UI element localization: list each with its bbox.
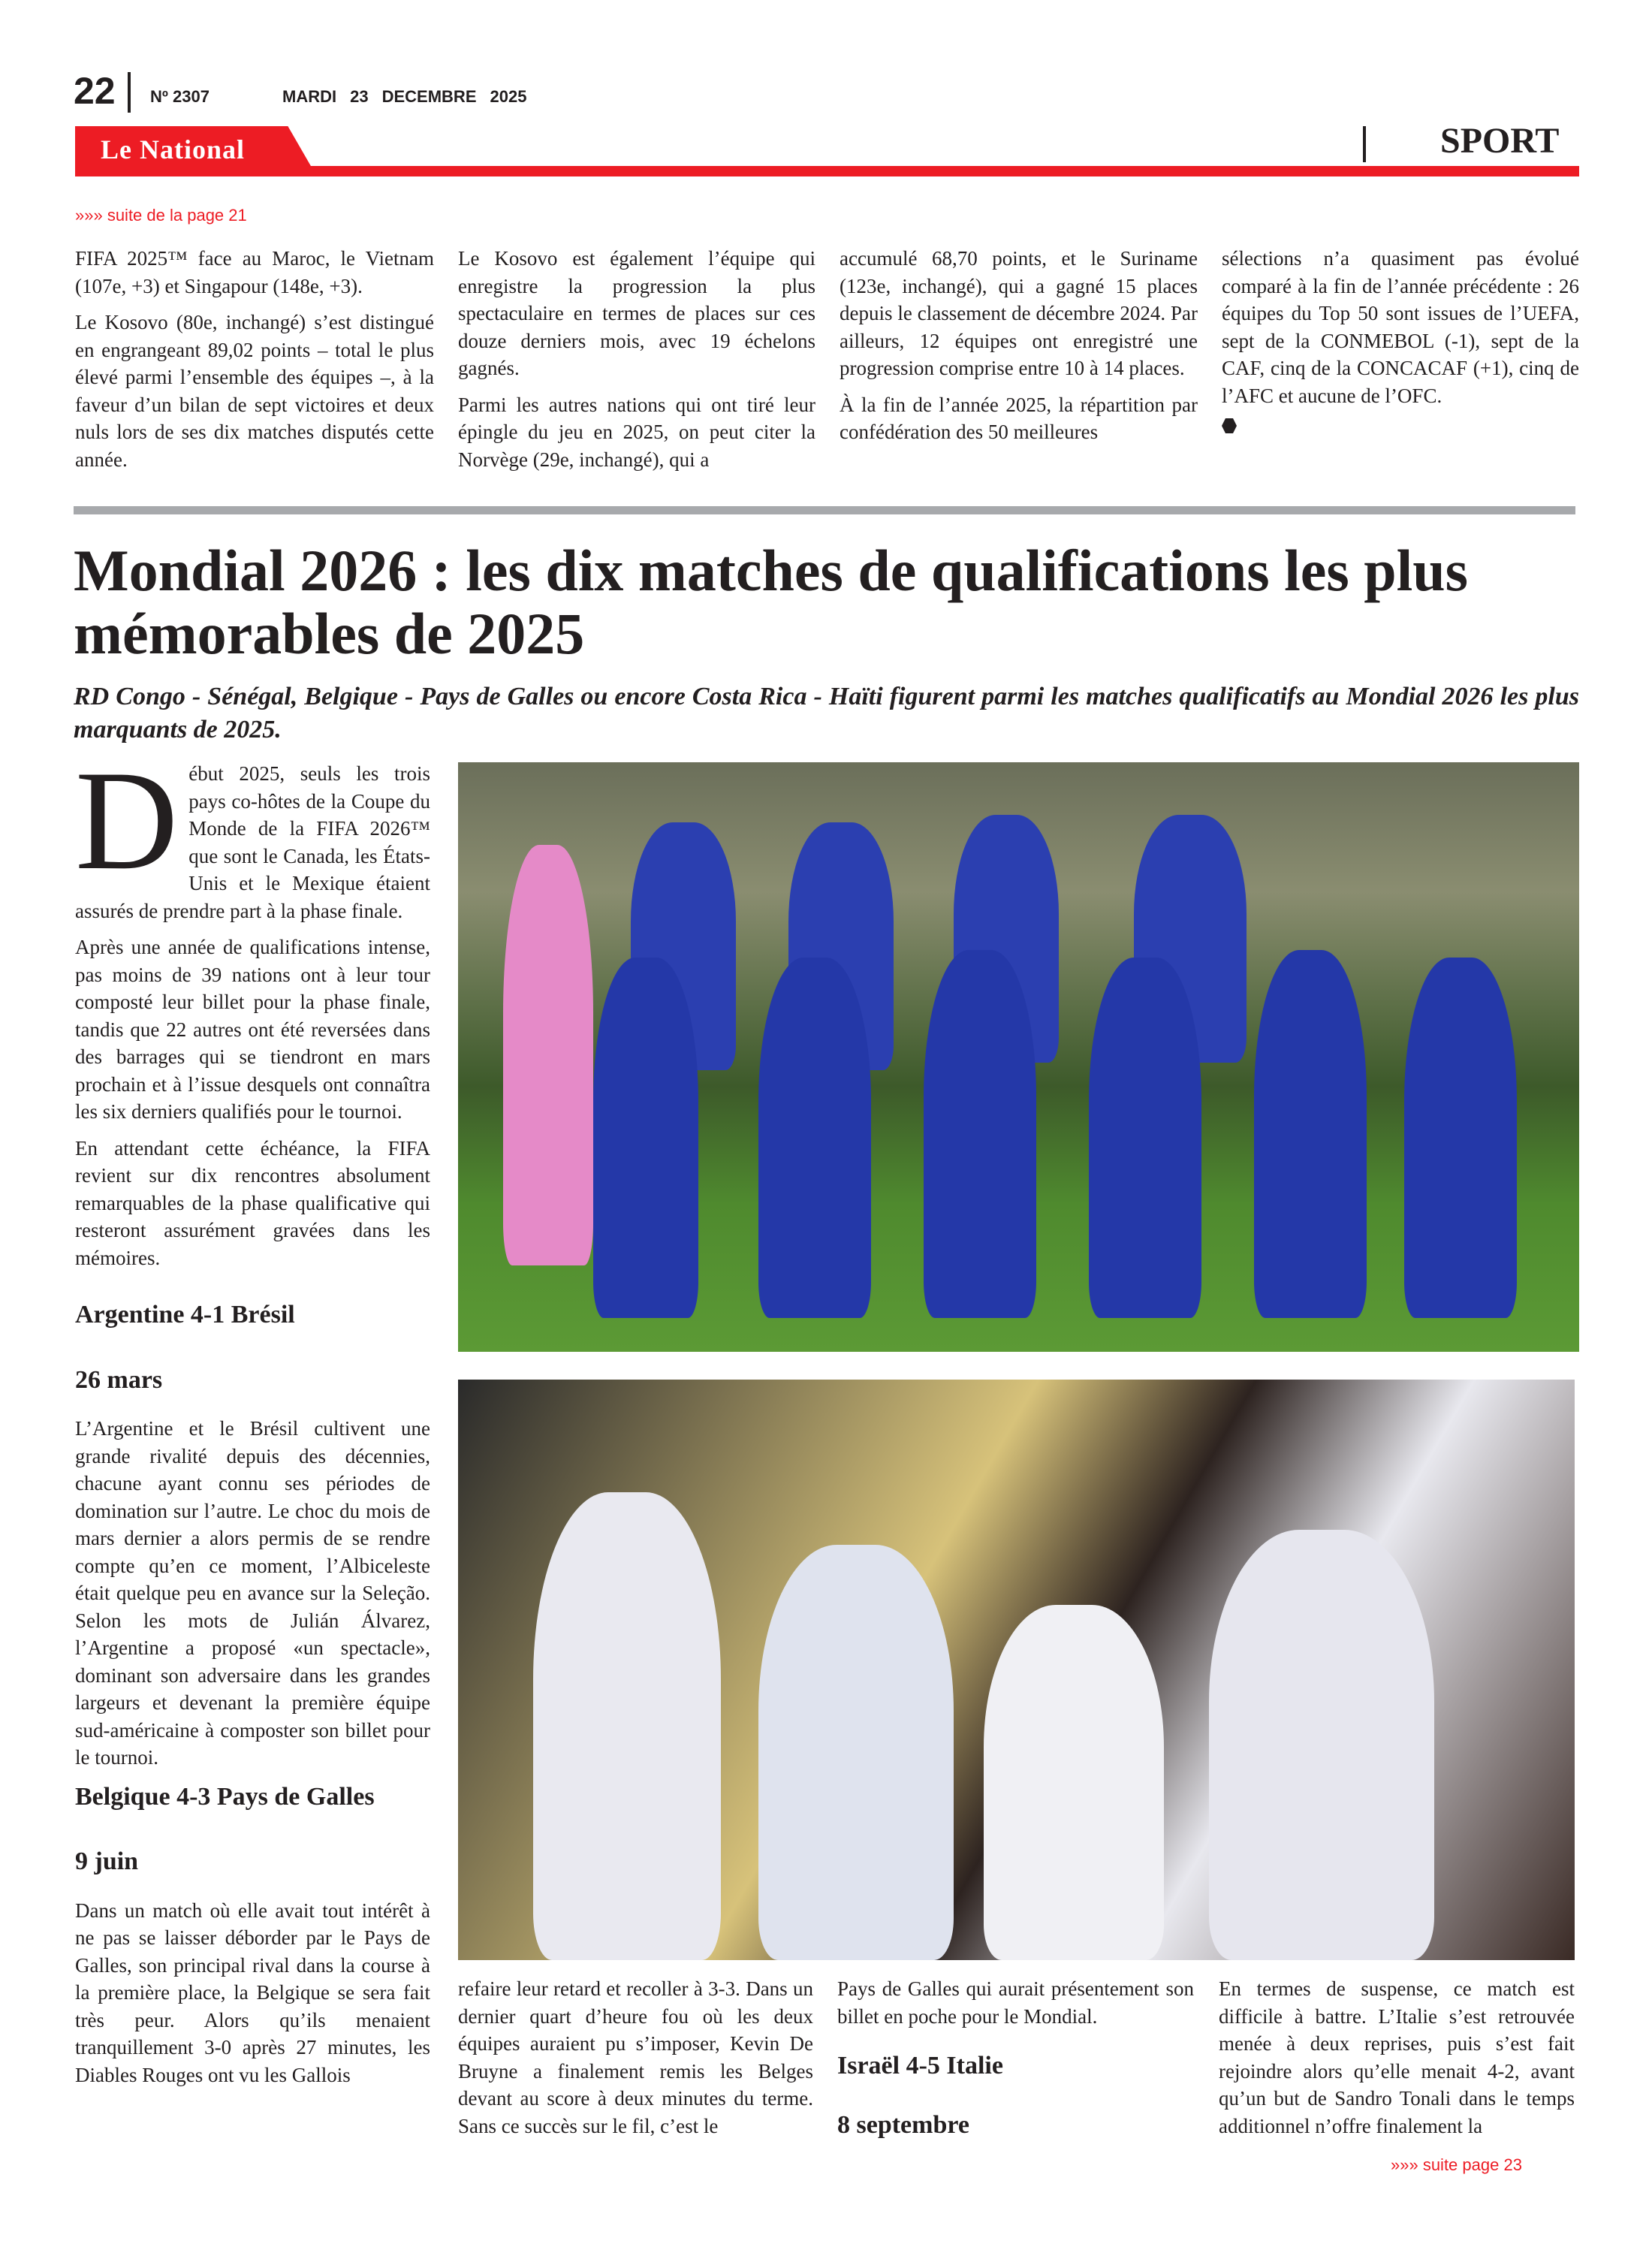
end-mark-icon bbox=[1222, 418, 1237, 433]
paragraph: Pays de Galles qui aurait présentement son billet en poche pour le Mondial. bbox=[837, 1977, 1194, 2028]
paragraph: Dans un match où elle avait tout intérêt à ne pas se laisser déborder par le Pays de Galles, son principal rival dans la course à la première place, la Belgique se sera fait très peur. Alors qu’ils menaient tranquillement 3-0 après 27 minutes, les Diables Rouges ont vu les Gallois bbox=[75, 1899, 430, 2086]
article-column-2 bbox=[458, 1975, 813, 2149]
headline: Mondial 2026 : les dix matches de qualifications les plus mémorables de 2025 bbox=[74, 538, 1468, 666]
section-title: SPORT bbox=[1440, 121, 1560, 161]
players-photo bbox=[458, 1380, 1575, 1960]
match-title: Israël 4-5 Italie bbox=[837, 2052, 1003, 2080]
continued-from: »»» suite de la page 21 bbox=[75, 206, 247, 225]
intro-paragraph bbox=[75, 742, 430, 924]
paragraph: accumulé 68,70 points, et le Suriname (123e, inchangé), qui a gagné 15 places depuis le classement de décembre 2024. Par ailleurs, 12 équipes ont enregistré une progression comprise entre 10 à 14 places. bbox=[840, 247, 1198, 379]
match-date: 26 mars bbox=[75, 1365, 163, 1394]
top-column-3 bbox=[840, 245, 1198, 455]
paragraph: En attendant cette échéance, la FIFA revient sur dix rencontres absolument remarquables de la phase qualificative qui resteront assurément gravées dans les mémoires. bbox=[75, 1136, 430, 1269]
match-date: 8 septembre bbox=[837, 2110, 969, 2139]
match-date: 9 juin bbox=[75, 1847, 139, 1875]
page-number: 22 bbox=[74, 70, 116, 112]
drop-cap: D bbox=[75, 742, 179, 900]
team-photo bbox=[458, 762, 1579, 1352]
paragraph: Le Kosovo est également l’équipe qui enregistre la progression la plus spectaculaire en termes de places sur ces douze derniers mois, avec 19 échelons gagnés. bbox=[458, 247, 815, 379]
date-num: 23 bbox=[350, 87, 369, 106]
subtitle: RD Congo - Sénégal, Belgique - Pays de Galles ou encore Costa Rica - Haïti figurent parmi les matches qualificatifs au Mondial 2026 les plus marquants de 2025. bbox=[74, 683, 1579, 743]
paragraph: FIFA 2025™ face au Maroc, le Vietnam (107e, +3) et Singapour (148e, +3). bbox=[75, 247, 434, 297]
date-month: DECEMBRE bbox=[381, 87, 477, 106]
paragraph: L’Argentine et le Brésil cultivent une grande rivalité depuis des décennies, chacune ayant connu ses périodes de domination sur l’autre. Le choc du mois de mars dernier a alors permis de se rendre compte qu’en ce moment, l’Albiceleste était quelque peu en avance sur la Seleção. Selon les mots de Julián Álvarez, l’Argentine a proposé «un spectacle», dominant son adversaire dans les grandes largeurs et devenant la première équipe sud-américaine à composter son billet pour le tournoi. bbox=[75, 1417, 430, 1769]
match-title: Belgique 4-3 Pays de Galles bbox=[75, 1782, 375, 1811]
paragraph: sélections n’a quasiment pas évolué comparé à la fin de l’année précédente : 26 équipes du Top 50 sont issues de l’UEFA, sept de la CONMEBOL (-1), sept de la CAF, cinq de la CONCACAF (+1), cinq de l’AFC et aucune de l’OFC. bbox=[1222, 247, 1579, 407]
paragraph: Parmi les autres nations qui ont tiré leur épingle du jeu en 2025, on peut citer la Norvège (29e, inchangé), qui a bbox=[458, 393, 815, 471]
paragraph: Après une année de qualifications intense, pas moins de 39 nations ont à leur tour composté leur billet pour la phase finale, tandis que 22 autres ont été reversées dans des barrages qui se tiendront en mars prochain et à l’issue desquels ont connaîtra les six derniers qualifiés pour le tournoi. bbox=[75, 936, 430, 1123]
article-column-1 bbox=[75, 742, 430, 2098]
divider bbox=[1363, 126, 1366, 162]
section-rule bbox=[74, 506, 1575, 514]
issue-date bbox=[282, 87, 540, 107]
paragraph: À la fin de l’année 2025, la répartition par confédération des 50 meilleures bbox=[840, 393, 1198, 443]
intro-text: ébut 2025, seuls les trois pays co-hôtes de la Coupe du Monde de la FIFA 2026™ que sont le Canada, les États-Unis et le Mexique étaient assurés de prendre part à la phase finale. bbox=[75, 762, 430, 922]
date-year: 2025 bbox=[490, 87, 527, 106]
paragraph: refaire leur retard et recoller à 3-3. Dans un dernier quart d’heure fou où les deux équipes auraient pu s’imposer, Kevin De Bruyne a finalement remis les Belges devant au score à deux minutes du terme. Sans ce succès sur le fil, c’est le bbox=[458, 1977, 813, 2137]
article-column-4 bbox=[1219, 1975, 1575, 2149]
divider bbox=[128, 72, 131, 113]
top-column-4 bbox=[1222, 245, 1579, 433]
date-day: MARDI bbox=[282, 87, 337, 106]
issue-number: Nº 2307 bbox=[150, 87, 210, 106]
paragraph: Le Kosovo (80e, inchangé) s’est distingué en engrangeant 89,02 points – total le plus élevé parmi l’ensemble des équipes –, à la faveur d’un bilan de sept victoires et deux nuls lors de ses dix matches disputés cette année. bbox=[75, 311, 434, 471]
match-title: Argentine 4-1 Brésil bbox=[75, 1301, 295, 1329]
brand-logo: Le National bbox=[101, 134, 246, 164]
continued-to: »»» suite page 23 bbox=[1391, 2155, 1522, 2174]
paragraph: En termes de suspense, ce match est difficile à battre. L’Italie s’est retrouvée menée à deux reprises, puis s’est fait rejoindre alors qu’elle menait 4-2, avant qu’un but de Sandro Tonali dans le temps additionnel n’offre finalement la bbox=[1219, 1977, 1575, 2137]
top-column-1 bbox=[75, 245, 434, 482]
top-column-2 bbox=[458, 245, 815, 482]
article-column-3 bbox=[837, 1975, 1194, 2139]
